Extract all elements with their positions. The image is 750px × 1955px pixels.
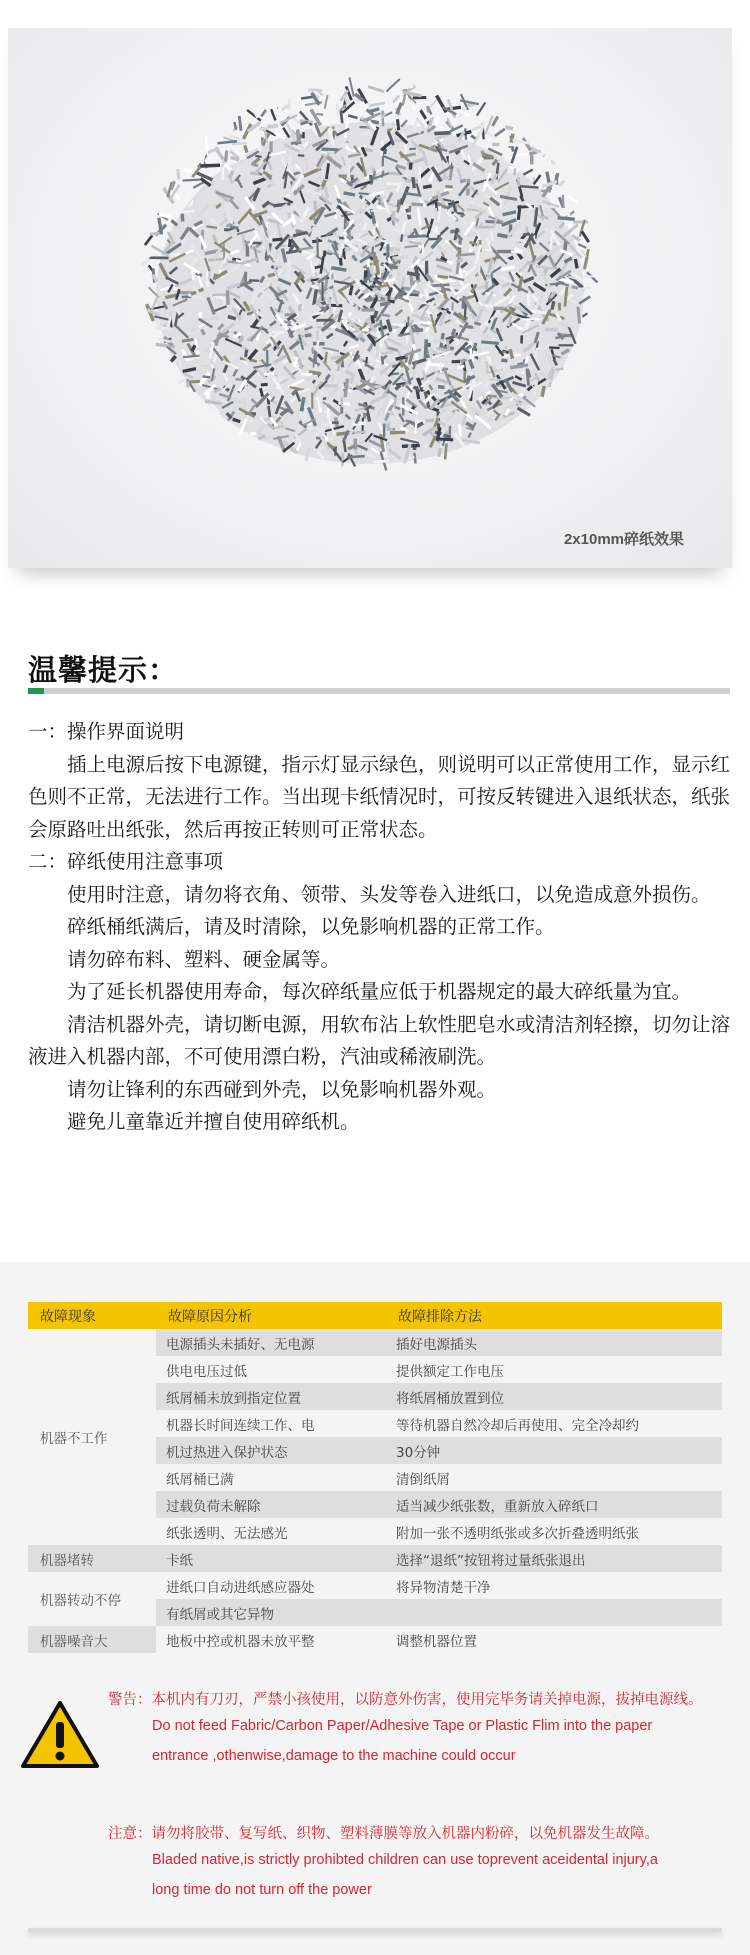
fault-cause: 地板中控或机器未放平整	[156, 1626, 386, 1653]
fault-cause: 供电电压过低	[156, 1356, 386, 1383]
fault-cause: 机器长时间连续工作、电	[156, 1410, 386, 1437]
fault-cause: 进纸口自动进纸感应器处	[156, 1572, 386, 1599]
tips-paragraph: 请勿让锋利的东西碰到外壳，以免影响机器外观。	[67, 1077, 497, 1101]
fault-row	[28, 1545, 722, 1572]
fault-cause: 电源插头未插好、无电源	[156, 1329, 386, 1356]
warning-en-line2: entrance ,othenwise,damage to the machine could occur	[152, 1748, 516, 1764]
tips-paragraph: 请勿碎布料、塑料、硬金属等。	[67, 947, 341, 971]
fault-method: 调整机器位置	[386, 1626, 722, 1653]
fault-method: 适当减少纸张数，重新放入碎纸口	[386, 1491, 722, 1518]
warning-en-line1: Do not feed Fabric/Carbon Paper/Adhesive Tape or Plastic Flim into the paper	[152, 1718, 653, 1734]
fault-cause: 卡纸	[156, 1545, 386, 1572]
fault-row	[28, 1329, 722, 1356]
warning-cn-text: 本机内有刀刃，严禁小孩使用，以防意外伤害，使用完毕务请关掉电源，拔掉电源线。	[151, 1692, 703, 1708]
header-method: 故障排除方法	[386, 1302, 722, 1329]
tips-title: 温馨提示：	[28, 653, 179, 687]
tips-paragraph: 为了延长机器使用寿命，每次碎纸量应低于机器规定的最大碎纸量为宜。	[67, 980, 692, 1003]
fault-method	[386, 1599, 722, 1626]
divider-accent	[28, 688, 44, 694]
notice-en-line2: long time do not turn off the power	[152, 1882, 372, 1898]
fault-cause: 过载负荷未解除	[156, 1491, 386, 1518]
fault-method: 将异物清楚干净	[386, 1572, 722, 1599]
fault-cause: 机过热进入保护状态	[156, 1437, 386, 1464]
warning-cn	[108, 1690, 728, 1711]
tips-paragraph: 插上电源后按下电源键，指示灯显示绿色，则说明可以正常使用工作，显示红色则不正常，无法进行工作。当出现卡纸情况时，可按反转键进入退纸状态，纸张会原路吐出纸张，然后再按正转则可正常状态。	[28, 752, 731, 841]
tips-section-heading: 一：操作界面说明	[28, 720, 185, 743]
notice-label: 注意：	[108, 1826, 152, 1842]
fault-method: 等待机器自然冷却后再使用、完全冷却约	[386, 1410, 722, 1437]
warning-triangle-icon	[20, 1700, 100, 1770]
notice-block	[108, 1824, 728, 1905]
photo-caption: 2x10mm碎纸效果	[563, 531, 684, 548]
fault-cause: 有纸屑或其它异物	[156, 1599, 386, 1626]
tips-paragraph: 使用时注意，请勿将衣角、领带、头发等卷入进纸口，以免造成意外损伤。	[67, 882, 711, 906]
fault-row	[28, 1626, 722, 1653]
fault-method: 选择“退纸”按钮将过量纸张退出	[386, 1545, 722, 1572]
tips-divider	[28, 688, 730, 694]
fault-phenomenon: 机器堵转	[28, 1545, 156, 1572]
fault-row	[28, 1572, 722, 1599]
fault-table	[28, 1302, 722, 1653]
warning-block	[108, 1690, 728, 1771]
fault-phenomenon: 机器转动不停	[28, 1572, 156, 1626]
bottom-divider	[28, 1928, 722, 1932]
notice-cn	[108, 1824, 728, 1845]
fault-method: 插好电源插头	[386, 1329, 722, 1356]
fault-cause: 纸屑桶已满	[156, 1464, 386, 1491]
notice-cn-text: 请勿将胶带、复写纸、织物、塑料薄膜等放入机器内粉碎，以免机器发生故障。	[151, 1826, 659, 1842]
tips-section-heading: 二：碎纸使用注意事项	[28, 850, 224, 873]
header-cause: 故障原因分析	[156, 1302, 386, 1329]
fault-phenomenon: 机器不工作	[28, 1329, 156, 1545]
header-phenomenon: 故障现象	[28, 1302, 156, 1329]
fault-phenomenon: 机器噪音大	[28, 1626, 156, 1653]
fault-method: 将纸屑桶放置到位	[386, 1383, 722, 1410]
tips-paragraph: 避免儿童靠近并擅自使用碎纸机。	[67, 1110, 360, 1133]
fault-table-header	[28, 1302, 722, 1329]
fault-cause: 纸张透明、无法感光	[156, 1518, 386, 1545]
tips-paragraph: 清洁机器外壳，请切断电源，用软布沾上软性肥皂水或清洁剂轻擦，切勿让溶液进入机器内部，不可使用漂白粉，汽油或稀液刷洗。	[28, 1012, 731, 1068]
warning-label: 警告：	[108, 1692, 152, 1708]
troubleshooting-section	[0, 1262, 750, 1955]
fault-method: 清倒纸屑	[386, 1464, 722, 1491]
notice-en-line1: Bladed native,is strictly prohibted children can use toprevent aceidental injury,a	[152, 1852, 658, 1868]
tips-body	[28, 716, 730, 1139]
fault-method: 附加一张不透明纸张或多次折叠透明纸张	[386, 1518, 722, 1545]
shred-effect-photo	[8, 28, 732, 568]
fault-method: 提供额定工作电压	[386, 1356, 722, 1383]
fault-cause: 纸屑桶未放到指定位置	[156, 1383, 386, 1410]
fault-method: 30分钟	[386, 1437, 722, 1464]
tips-paragraph: 碎纸桶纸满后，请及时清除，以免影响机器的正常工作。	[67, 915, 555, 938]
shredded-paper-pile-image	[8, 28, 732, 568]
